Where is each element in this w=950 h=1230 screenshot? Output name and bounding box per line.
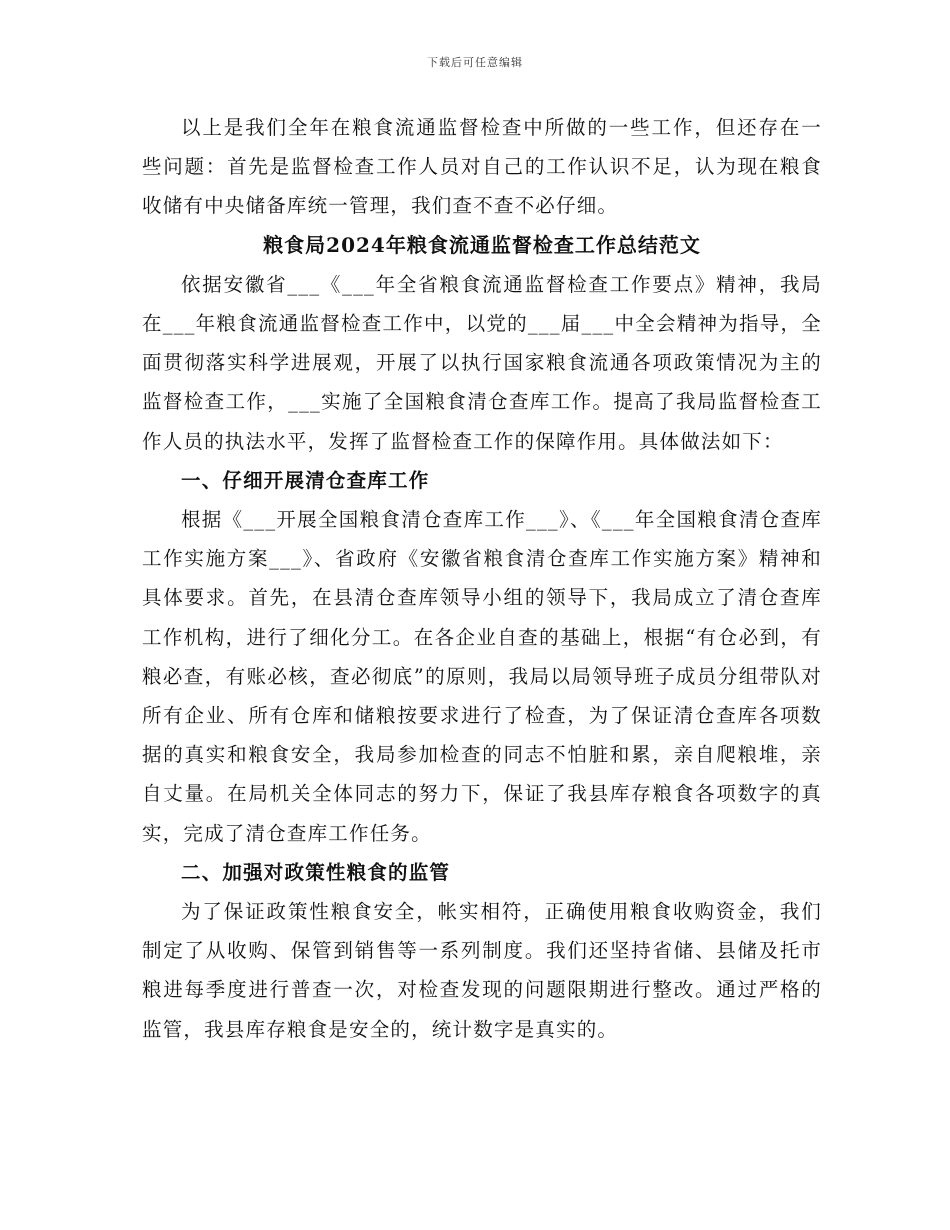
intro-paragraph: 以上是我们全年在粮食流通监督检查中所做的一些工作，但还存在一些问题：首先是监督检查工作人员对自己的工作认识不足，认为现在粮食收储有中央储备库统一管理，我们查不查不必仔细。 (142, 116, 822, 218)
section-1-heading: 一、仔细开展清仓查库工作 (181, 468, 430, 492)
document-title: 粮食局2024年粮食流通监督检查工作总结范文 (263, 232, 701, 257)
section-2-heading: 二、加强对政策性粮食的监管 (181, 860, 451, 884)
section-2-text: 为了保证政策性粮食安全，帐实相符，正确使用粮食收购资金，我们制定了从收购、保管到销售等一系列制度。我们还坚持省储、县储及托市粮进每季度进行普查一次，对检查发现的问题限期进行整改。通过严格的监管，我县库存粮食是安全的，统计数字是真实的。 (142, 900, 822, 1041)
section-1-text: 根据《___开展全国粮食清仓查库工作___》、《___年全国粮食清仓查库工作实施方案___》、省政府《安徽省粮食清仓查库工作实施方案》精神和具体要求。首先，在县清仓查库领导小组的领导下，我局成立了清仓查库工作机构，进行了细化分工。在各企业自查的基础上，根据“有仓必到，有粮必查，有账必核，查必彻底”的原则，我局以局领导班子成员分组带队对所有企业、所有仓库和储粮按要求进行了检查，为了保证清仓查库各项数据的真实和粮食安全，我局参加检查的同志不怕脏和累，亲自爬粮堆，亲自丈量。在局机关全体同志的努力下，保证了我县库存粮食各项数字的真实，完成了清仓查库工作任务。 (142, 508, 822, 845)
header-note: 下载后可任意编辑 (427, 56, 523, 69)
paragraph-1: 依据安徽省___《___年全省粮食流通监督检查工作要点》精神，我局在___年粮食流通监督检查工作中，以党的___届___中全会精神为指导，全面贯彻落实科学进展观，开展了以执行国家粮食流通各项政策情况为主的监督检查工作，___实施了全国粮食清仓查库工作。提高了我局监督检查工作人员的执法水平，发挥了监督检查工作的保障作用。具体做法如下： (142, 272, 822, 453)
document-body (142, 108, 822, 1049)
